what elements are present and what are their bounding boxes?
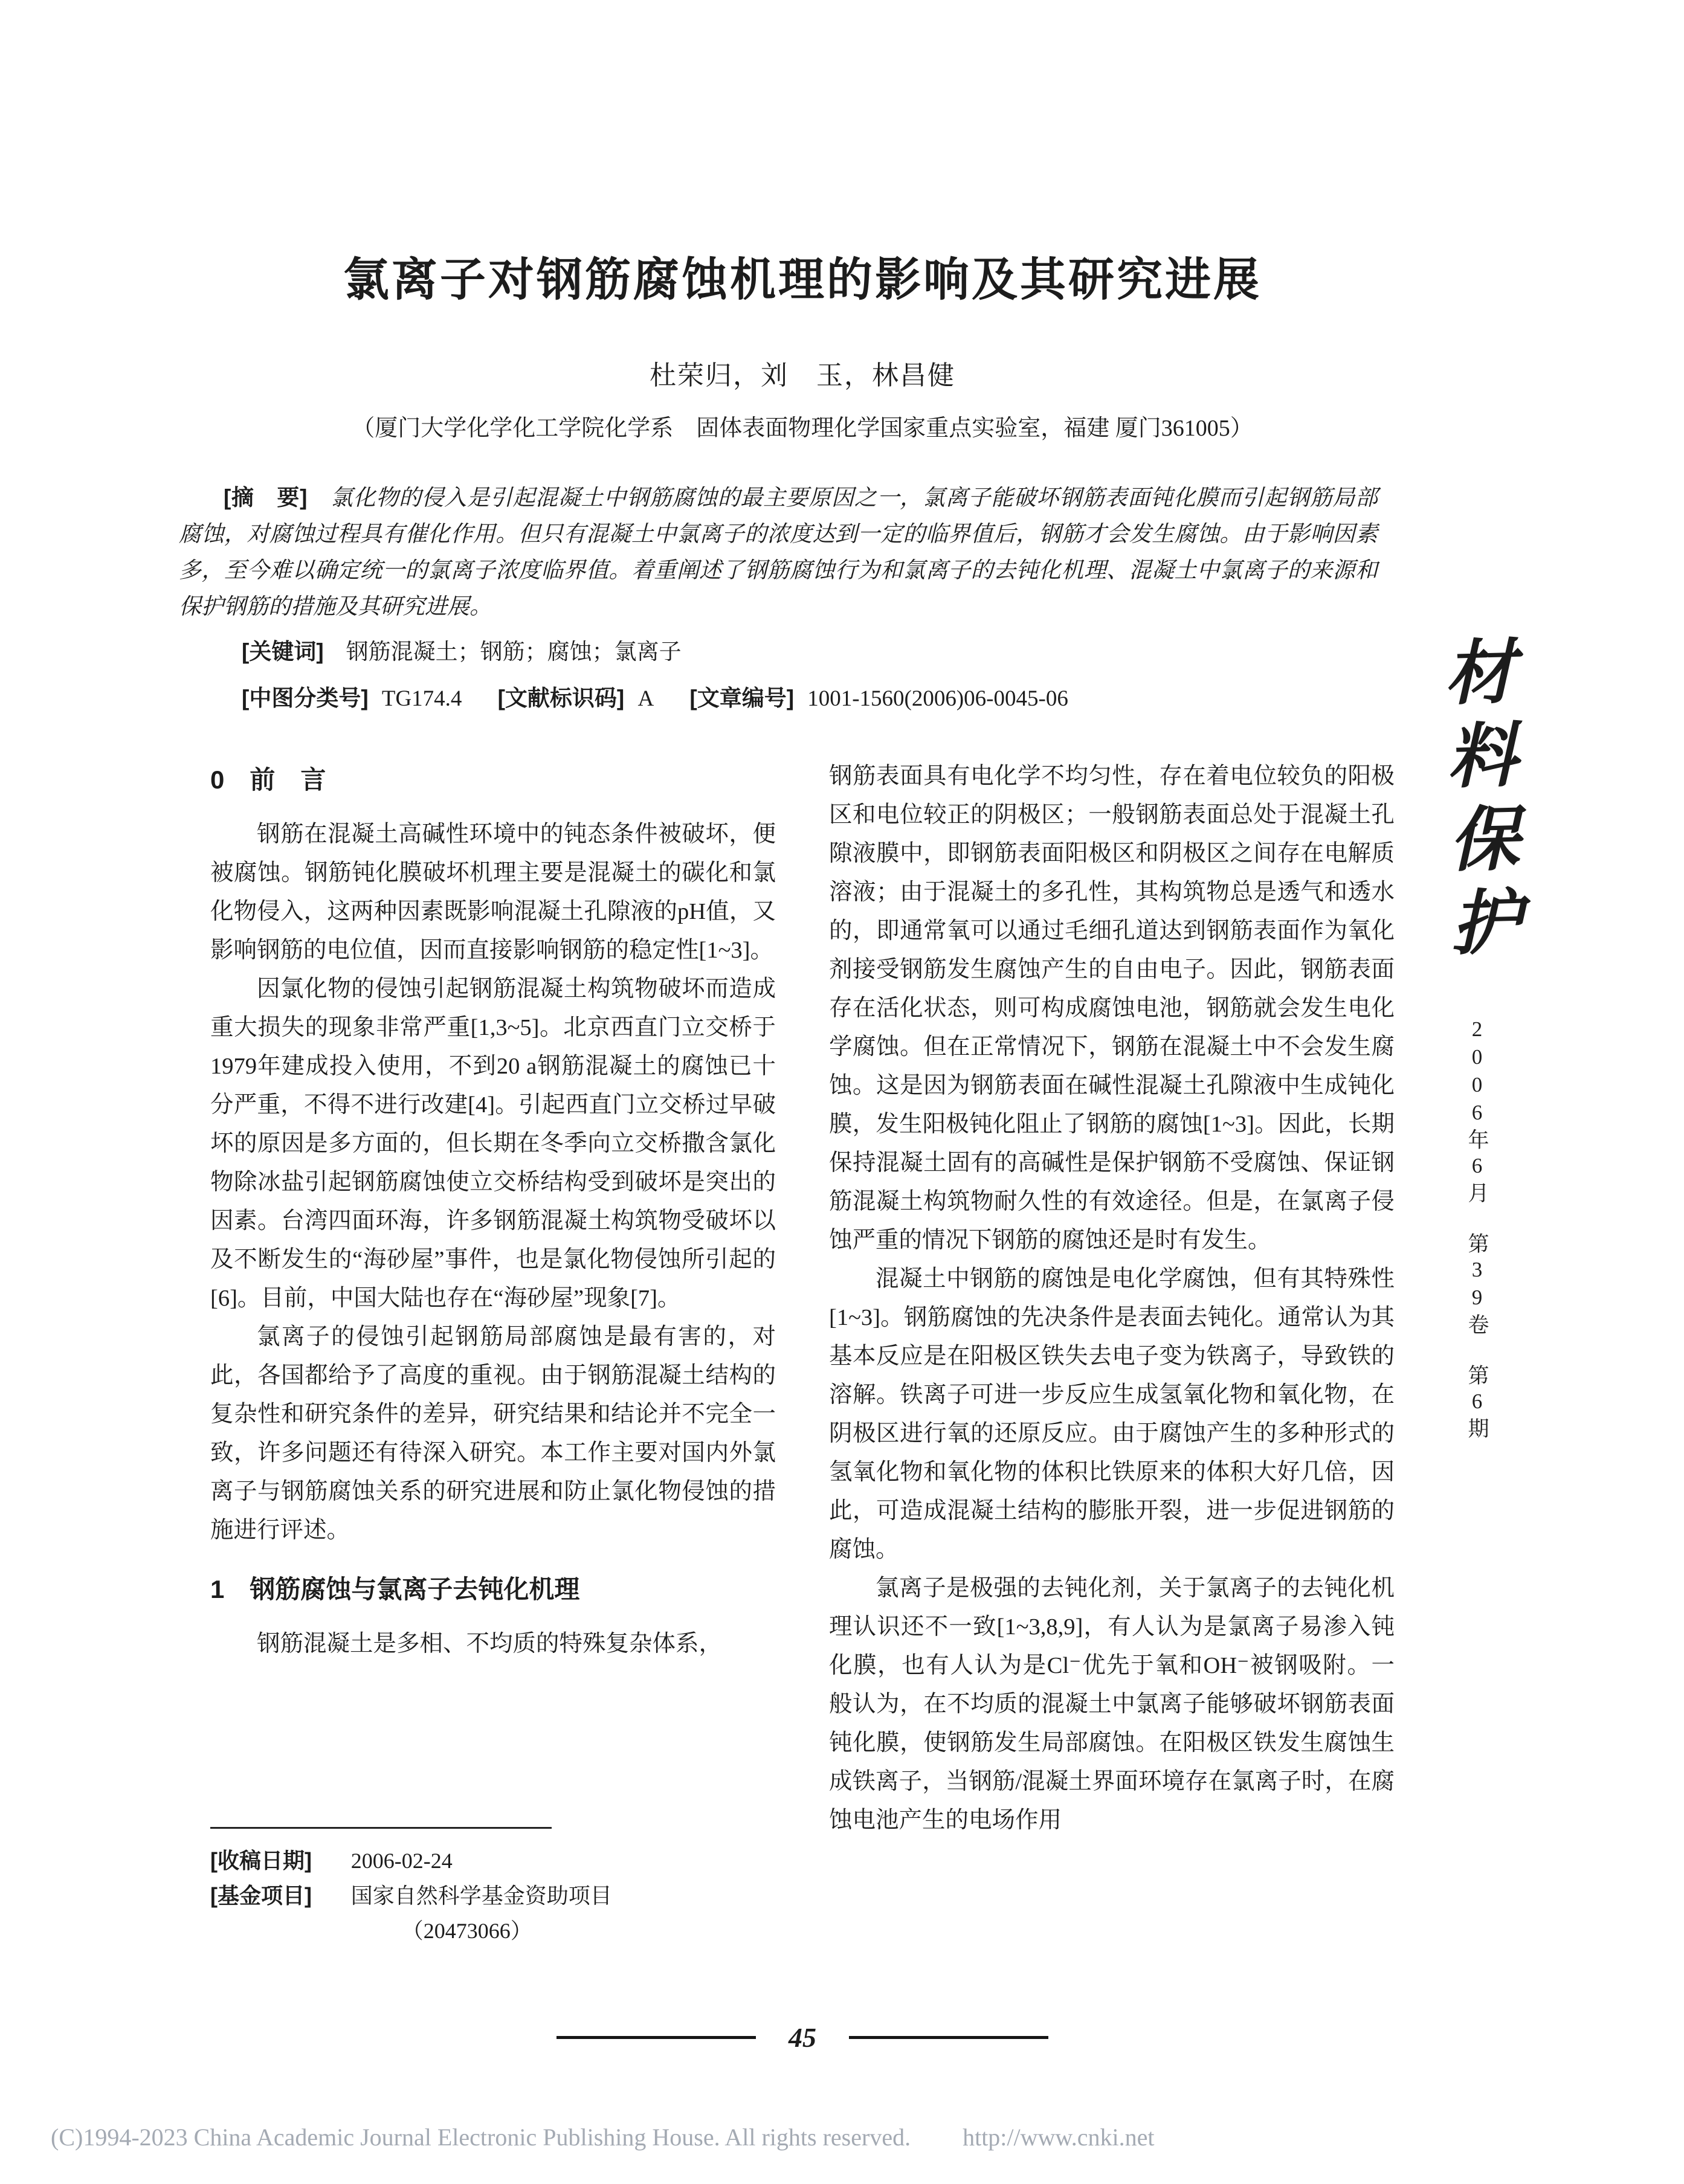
paper-title: 氯离子对钢筋腐蚀机理的影响及其研究进展 [343,254,1262,306]
cnki-footer [51,2123,1646,2151]
section-heading-0: 0 前 言 [210,765,326,794]
meta-line [242,680,1395,717]
affiliation-line: （厦门大学化学化工学院化学系 固体表面物理化学国家重点实验室，福建 厦门361005） [352,416,1253,441]
fund-value: 国家自然科学基金资助项目 [350,1884,612,1908]
page-content [179,0,1395,1948]
fund-label: [基金项目] [210,1883,312,1908]
footnote-block [210,1827,776,1948]
two-column-body [210,757,1395,1948]
authors-line: 杜荣归，刘 玉，林昌健 [650,361,955,390]
keywords-text: 钢筋混凝土；钢筋；腐蚀；氯离子 [346,640,682,665]
journal-issue-info: 2006年6月 第39卷 第6期 [1465,1017,1489,1443]
doc-code-label: [文献标识码] [497,686,625,710]
article-id-value: 1001-1560(2006)06-0045-06 [807,686,1068,711]
fund-number: （20473066） [401,1919,532,1943]
fund-line [210,1878,776,1913]
section-heading-1: 1 钢筋腐蚀与氯离子去钝化机理 [210,1575,580,1603]
right-column [829,757,1395,1948]
cnki-url-link[interactable]: http://www.cnki.net [963,2124,1155,2151]
body-paragraph: 钢筋在混凝土高碱性环境中的钝态条件被破坏，便被腐蚀。钢筋钝化膜破坏机理主要是混凝土的碳化和氯化物侵入，这两种因素既影响混凝土孔隙液的pH值，又影响钢筋的电位值，因而直接影响钢筋的稳定性[1~3]。 [210,822,776,963]
keywords-label: [关键词] [242,639,324,664]
page-number: 45 [789,2022,816,2053]
abstract-text: 氯化物的侵入是引起混凝土中钢筋腐蚀的最主要原因之一，氯离子能破坏钢筋表面钝化膜而引起钢筋局部腐蚀，对腐蚀过程具有催化作用。但只有混凝土中氯离子的浓度达到一定的临界值后，钢筋才会发生腐蚀。由于影响因素多，至今难以确定统一的氯离子浓度临界值。着重阐述了钢筋腐蚀行为和氯离子的去钝化机理、混凝土中氯离子的来源和保护钢筋的措施及其研究进展。 [179,486,1378,619]
abstract-paragraph [179,480,1378,625]
left-column [210,757,776,1948]
body-paragraph: 钢筋表面具有电化学不均匀性，存在着电位较负的阳极区和电位较正的阴极区；一般钢筋表面总处于混凝土孔隙液膜中，即钢筋表面阳极区和阴极区之间存在电解质溶液；由于混凝土的多孔性，其构筑物总是透气和透水的，即通常氧可以通过毛细孔道达到钢筋表面作为氧化剂接受钢筋发生腐蚀产生的自由电子。因此，钢筋表面存在活化状态，则可构成腐蚀电池，钢筋就会发生电化学腐蚀。但在正常情况下，钢筋在混凝土中不会发生腐蚀。这是因为钢筋表面在碱性混凝土孔隙液中生成钝化膜，发生阳极钝化阻止了钢筋的腐蚀[1~3]。因此，长期保持混凝土固有的高碱性是保护钢筋不受腐蚀、保证钢筋混凝土构筑物耐久性的有效途径。但是，在氯离子侵蚀严重的情况下钢筋的腐蚀还是时有发生。 [829,764,1395,1253]
copyright-text: (C)1994-2023 China Academic Journal Electronic Publishing House. All rights reserved. [51,2124,911,2151]
footnote-divider [210,1827,552,1829]
clc-label: [中图分类号] [242,686,369,710]
body-paragraph: 因氯化物的侵蚀引起钢筋混凝土构筑物破坏而造成重大损失的现象非常严重[1,3~5]。北京西直门立交桥于1979年建成投入使用，不到20 a钢筋混凝土的腐蚀已十分严重，不得不进行改建[4]。引起西直门立交桥过早破坏的原因是多方面的，但长期在冬季向立交桥撒含氯化物除冰盐引起钢筋腐蚀使立交桥结构受到破坏是突出的因素。台湾四面环海，许多钢筋混凝土构筑物受破坏以及不断发生的“海砂屋”事件，也是氯化物侵蚀所引起的[6]。目前，中国大陆也存在“海砂屋”现象[7]。 [210,976,776,1311]
body-paragraph: 钢筋混凝土是多相、不均质的特殊复杂体系， [257,1631,723,1657]
body-paragraph: 氯离子的侵蚀引起钢筋局部腐蚀是最有害的，对此，各国都给予了高度的重视。由于钢筋混凝土结构的复杂性和研究条件的差异，研究结果和结论并不完全一致，许多问题还有待深入研究。本工作主要对国内外氯离子与钢筋腐蚀关系的研究进展和防止氯化物侵蚀的措施进行评述。 [210,1324,776,1543]
doc-code-value: A [637,686,654,711]
body-paragraph: 氯离子是极强的去钝化剂，关于氯离子的去钝化机理认识还不一致[1~3,8,9]，有人认为是氯离子易渗入钝化膜，也有人认为是Cl⁻优先于氧和OH⁻被钢吸附。一般认为，在不均质的混凝土中氯离子能够破坏钢筋表面钝化膜，使钢筋发生局部腐蚀。在阳极区铁发生腐蚀生成铁离子，当钢筋/混凝土界面环境存在氯离子时，在腐蚀电池产生的电场作用 [829,1576,1395,1833]
journal-name-calligraphy: 材料保护 [1433,634,1520,970]
clc-value: TG174.4 [381,686,462,711]
keywords-line [242,634,1395,671]
page-number-row [210,2021,1395,2054]
received-date-value: 2006-02-24 [350,1849,453,1873]
page-number-left-rule [556,2036,756,2039]
article-id-label: [文章编号] [689,686,795,710]
abstract-block [179,480,1378,625]
received-date-label: [收稿日期] [210,1848,312,1873]
abstract-label: [摘 要] [224,485,308,510]
received-date-line [210,1843,776,1878]
page-number-right-rule [849,2036,1048,2039]
body-paragraph: 混凝土中钢筋的腐蚀是电化学腐蚀，但有其特殊性[1~3]。钢筋腐蚀的先决条件是表面去钝化。通常认为其基本反应是在阳极区铁失去电子变为铁离子，导致铁的溶解。铁离子可进一步反应生成氢氧化物和氧化物，在阴极区进行氧的还原反应。由于腐蚀产生的多种形式的氢氧化物和氧化物的体积比铁原来的体积大好几倍，因此，可造成混凝土结构的膨胀开裂，进一步促进钢筋的腐蚀。 [829,1266,1395,1562]
